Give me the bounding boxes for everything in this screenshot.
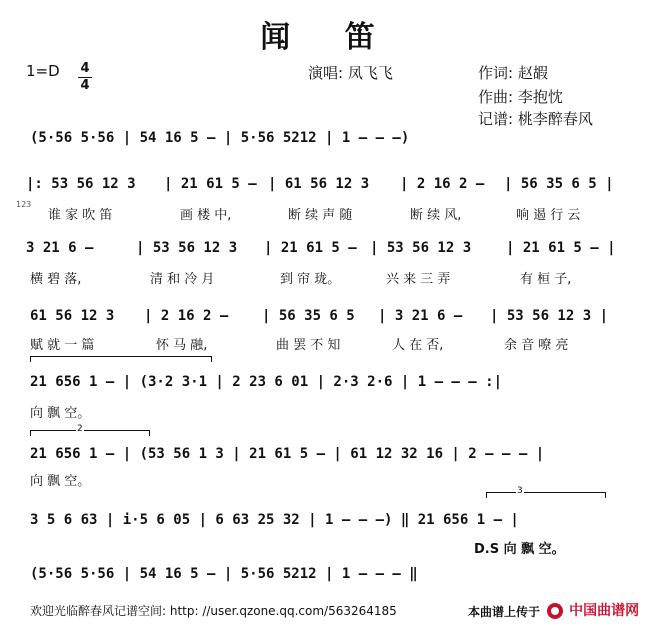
- row7-notes-text: 3 5 6 63 | i·5 6 05 | 6 63 25 32 | 1 – – –) ‖ 21 656 1 – |: [30, 512, 519, 528]
- singer-credit: 演唱: 凤飞飞: [308, 64, 393, 82]
- side-mark: 123: [16, 200, 32, 209]
- row3-bar-2: | 53 56 12 3: [136, 240, 238, 256]
- lyricist-credit: 作词: 赵嘏: [478, 64, 548, 82]
- outro-notes: (5·56 5·56 | 54 16 5 – | 5·56 5212 | 1 – – – ‖: [30, 566, 418, 582]
- row7-lyric: D.S 向 飘 空。: [474, 542, 565, 557]
- row3-bar-5: | 21 61 5 – |: [506, 240, 616, 256]
- row4-bar-5: | 53 56 12 3 |: [490, 308, 609, 324]
- row4-lyrics: [0, 334, 657, 352]
- composer-credit: 作曲: 李抱忱: [478, 88, 563, 106]
- row5-notes: [0, 374, 657, 394]
- verse-lyrics-row: [0, 204, 657, 222]
- time-sig-bottom: 4: [80, 78, 90, 93]
- row5-notes-text: 21 656 1 – | (3·2 3·1 | 2 23 6 01 | 2·3 2·6 | 1 – – – :|: [30, 374, 503, 390]
- brand-name: 中国曲谱网: [569, 603, 640, 619]
- outro-line: [0, 566, 657, 586]
- tuplet-label-2: 2: [77, 424, 83, 434]
- row6-lyric: 向 飘 空。: [30, 474, 91, 489]
- row3-lyric-2: 清 和 冷 月: [150, 272, 215, 287]
- tuplet-label-3: 3: [517, 486, 523, 496]
- time-signature: [78, 62, 92, 93]
- row6-notes: [0, 446, 657, 466]
- row3-lyric-1: 横 碧 落,: [30, 272, 82, 287]
- row3-bar-1: 3 21 6 –: [26, 240, 94, 256]
- row4-lyric-5: 余 音 嘹 亮: [504, 338, 569, 353]
- time-sig-top: 4: [80, 61, 90, 76]
- row5-lyric: 向 飘 空。: [30, 406, 91, 421]
- verse-lyric-4: 断 续 风,: [410, 208, 462, 223]
- row6-lyrics: [0, 470, 657, 488]
- verse-bar-1: |: 53 56 12 3: [26, 176, 136, 192]
- verse-bar-5: | 56 35 6 5 |: [504, 176, 614, 192]
- row4-notes: [0, 308, 657, 328]
- row5-lyrics: [0, 402, 657, 420]
- row3-lyrics: [0, 268, 657, 286]
- row4-bar-3: | 56 35 6 5: [262, 308, 355, 324]
- row4-bar-4: | 3 21 6 –: [378, 308, 463, 324]
- intro-notes: (5·56 5·56 | 54 16 5 – | 5·56 5212 | 1 – – –): [30, 130, 410, 146]
- row3-lyric-4: 兴 来 三 弄: [386, 272, 451, 287]
- row3-bar-3: | 21 61 5 –: [264, 240, 357, 256]
- row7-notes: [0, 512, 657, 532]
- verse-lyric-1: 谁 家 吹 笛: [48, 208, 113, 223]
- brand-logo-icon: [546, 602, 564, 620]
- brand-logo[interactable]: [546, 600, 639, 620]
- row4-bar-1: 61 56 12 3: [30, 308, 115, 324]
- footer-welcome: 欢迎光临醉春风记谱空间: http: //user.qzone.qq.com/563264185: [30, 604, 397, 618]
- verse-notes-row: [0, 176, 657, 196]
- transcriber-credit: 记谱: 桃李醉春风: [478, 110, 593, 128]
- verse-bar-3: | 61 56 12 3: [268, 176, 370, 192]
- volta-bracket-1: [30, 356, 212, 357]
- row3-lyric-3: 到 帘 珑。: [280, 272, 341, 287]
- row4-lyric-2: 怀 马 融,: [156, 338, 208, 353]
- row4-lyric-4: 人 在 否,: [392, 338, 444, 353]
- row3-bar-4: | 53 56 12 3: [370, 240, 472, 256]
- verse-lyric-3: 断 续 声 随: [288, 208, 353, 223]
- volta-bracket-2: [30, 430, 150, 431]
- verse-bar-4: | 2 16 2 –: [400, 176, 485, 192]
- row3-notes: [0, 240, 657, 260]
- row7-lyrics: [0, 538, 657, 556]
- row4-bar-2: | 2 16 2 –: [144, 308, 229, 324]
- verse-lyric-5: 响 遏 行 云: [516, 208, 581, 223]
- row4-lyric-3: 曲 罢 不 知: [276, 338, 341, 353]
- row3-lyric-5: 有 桓 子,: [520, 272, 572, 287]
- verse-bar-2: | 21 61 5 –: [164, 176, 257, 192]
- row4-lyric-1: 赋 就 一 篇: [30, 338, 95, 353]
- key-signature: 1=D: [26, 62, 60, 80]
- row6-notes-text: 21 656 1 – | (53 56 1 3 | 21 61 5 – | 61 12 32 16 | 2 – – – |: [30, 446, 545, 462]
- volta-bracket-3: [486, 492, 606, 493]
- song-title: 闻 笛: [260, 20, 397, 55]
- verse-lyric-2: 画 楼 中,: [180, 208, 232, 223]
- intro-line: [0, 130, 657, 150]
- footer-upload-note: 本曲谱上传于: [468, 605, 541, 619]
